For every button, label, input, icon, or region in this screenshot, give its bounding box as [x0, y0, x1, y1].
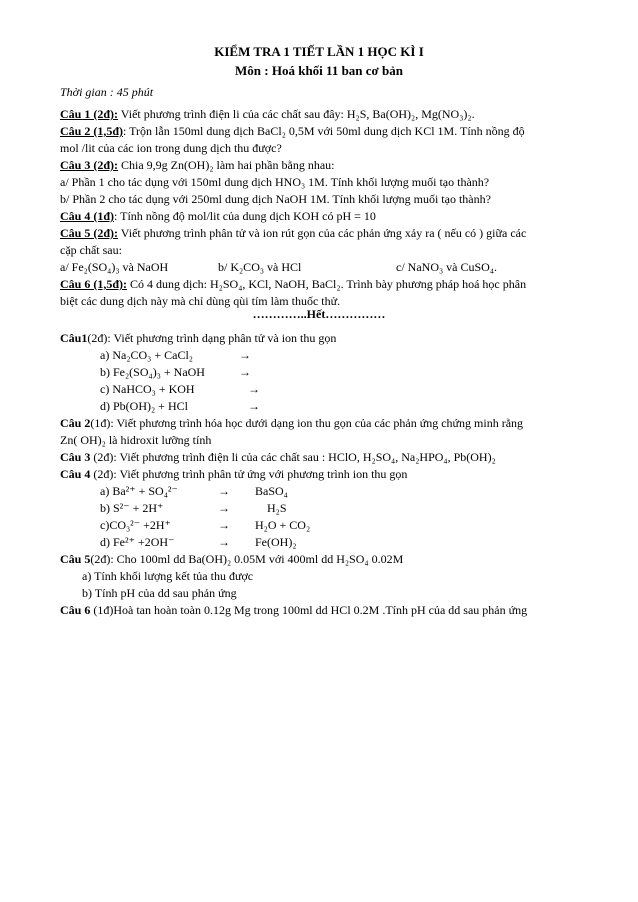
- question-5-pairs: [60, 259, 580, 276]
- part2-question-3-text: (2đ): Viết phương trình điện li của các chất sau : HClO, H₂SO₄, Na₂HPO₄, Pb(OH)₂: [90, 450, 496, 464]
- part2-question-4-text: (2đ): Viết phương trình phân tử ứng với phương trình ion thu gọn: [90, 467, 408, 481]
- part2-question-6-label: Câu 6: [60, 603, 91, 617]
- question-6-text: Có 4 dung dịch: H₂SO₄, KCl, NaOH, BaCl₂. Trình bày phương pháp hoá học phân: [127, 277, 527, 291]
- part2-question-5-text: (2đ): Cho 100ml dd Ba(OH)₂ 0.05M với 400ml dd H₂SO₄ 0.02M: [90, 552, 404, 566]
- question-1-label: Câu 1 (2đ):: [60, 107, 119, 121]
- part2-question-2-label: Câu 2: [60, 416, 91, 430]
- part2-question-5-label: Câu 5: [60, 552, 91, 566]
- part2-q4-d: [60, 534, 580, 551]
- reaction-arrow: →: [239, 365, 251, 379]
- part-two-section: [60, 330, 580, 619]
- part2-q1-a-text: a) Na₂CO₃ + CaCl₂: [100, 348, 193, 362]
- part2-q1-b-text: b) Fe₂(SO₄)₃ + NaOH: [100, 365, 205, 379]
- question-5-label: Câu 5 (2đ):: [60, 226, 119, 240]
- part2-q1-a: [60, 347, 580, 364]
- part2-question-6: [60, 602, 580, 619]
- end-marker: …………..Hết……………: [252, 307, 386, 321]
- reaction-arrow: →: [239, 348, 251, 362]
- question-1: [60, 106, 580, 123]
- question-4: [60, 208, 580, 225]
- part2-question-2-cont: Zn( OH)₂ là hidroxit lưỡng tính: [60, 433, 212, 447]
- question-3b: b/ Phần 2 cho tác dụng với 250ml dung dịch NaOH 1M. Tính khối lượng muối tạo thành?: [60, 192, 491, 206]
- question-2-cont: mol /lit của các ion trong dung dịch thu được?: [60, 141, 282, 155]
- part2-q4-c: [60, 517, 580, 534]
- question-6-label: Câu 6 (1,5đ):: [60, 277, 128, 291]
- part2-question-6-text: (1đ)Hoà tan hoàn toàn 0.12g Mg trong 100ml dd HCl 0.2M .Tính pH của dd sau phản ứng: [90, 603, 528, 617]
- part2-question-2: [60, 415, 580, 432]
- part2-q1-b: [60, 364, 580, 381]
- part2-q4-d-left: d) Fe²⁺ +2OH⁻: [100, 535, 175, 549]
- part2-question-3: [60, 449, 580, 466]
- part2-q4-c-right: H₂O + CO₂: [255, 518, 311, 532]
- question-3a: a/ Phần 1 cho tác dụng với 150ml dung dịch HNO₃ 1M. Tính khối lượng muối tạo thành?: [60, 175, 490, 189]
- part2-q1-c-text: c) NaHCO₃ + KOH: [100, 382, 195, 396]
- part2-q5-a: a) Tính khối lượng kết tủa thu được: [82, 569, 254, 583]
- part2-question-1: [60, 330, 580, 347]
- question-5a: a/ Fe₂(SO₄)₃ và NaOH: [60, 260, 169, 274]
- question-3: [60, 157, 580, 174]
- question-5-cont: cặp chất sau:: [60, 243, 122, 257]
- question-5c: c/ NaNO₃ và CuSO₄.: [396, 260, 498, 274]
- question-2: [60, 123, 580, 140]
- part2-q4-b-right: H₂S: [267, 501, 287, 515]
- part2-q4-b: [60, 500, 580, 517]
- part2-q1-d: [60, 398, 580, 415]
- part2-q4-c-left: c)CO₃²⁻ +2H⁺: [100, 518, 171, 532]
- part2-question-4: [60, 466, 580, 483]
- question-5b: b/ K₂CO₃ và HCl: [218, 260, 302, 274]
- exam-time: Thời gian : 45 phút: [60, 85, 154, 99]
- part2-question-1-label: Câu1: [60, 331, 88, 345]
- question-1-text: Viết phương trình điện li của các chất sau đây: H₂S, Ba(OH)₂, Mg(NO₃)₂.: [118, 107, 475, 121]
- part2-q4-a-left: a) Ba²⁺ + SO₄²⁻: [100, 484, 178, 498]
- part2-question-5: [60, 551, 580, 568]
- part2-question-2-text: (1đ): Viết phương trình hóa học dưới dạng ion thu gọn của các phản ứng chứng minh rằng: [90, 416, 524, 430]
- page-subtitle: Môn : Hoá khối 11 ban cơ bản: [235, 63, 403, 78]
- question-3-label: Câu 3 (2đ):: [60, 158, 119, 172]
- question-3-text: Chia 9,9g Zn(OH)₂ làm hai phần bằng nhau:: [118, 158, 335, 172]
- part2-question-1-text: (2đ): Viết phương trình dạng phân tử và ion thu gọn: [87, 331, 337, 345]
- part2-question-4-label: Câu 4: [60, 467, 91, 481]
- question-2-text: : Trộn lẫn 150ml dung dịch BaCl₂ 0,5M với 50ml dung dịch KCl 1M. Tính nồng độ: [123, 124, 525, 138]
- question-5: [60, 225, 580, 242]
- part2-q4-b-left: b) S²⁻ + 2H⁺: [100, 501, 164, 515]
- reaction-arrow: →: [218, 535, 230, 549]
- page-title: KIỂM TRA 1 TIẾT LẦN 1 HỌC KÌ I: [214, 44, 424, 59]
- question-6: [60, 276, 580, 293]
- question-5-text: Viết phương trình phân tử và ion rút gọn của các phản ứng xảy ra ( nếu có ) giữa các: [118, 226, 527, 240]
- part2-q1-c: [60, 381, 580, 398]
- part2-question-3-label: Câu 3: [60, 450, 91, 464]
- reaction-arrow: →: [218, 501, 230, 515]
- question-6-cont: biệt các dung dịch này mà chỉ dùng qùi tím làm thuốc thử.: [60, 294, 341, 308]
- part2-q4-a-right: BaSO₄: [255, 484, 288, 498]
- part2-q1-d-text: d) Pb(OH)₂ + HCl: [100, 399, 188, 413]
- part2-q5-b: b) Tính pH của dd sau phản ứng: [82, 586, 237, 600]
- reaction-arrow: →: [248, 399, 260, 413]
- part2-q4-a: [60, 483, 580, 500]
- reaction-arrow: →: [218, 484, 230, 498]
- exam-section: [60, 106, 580, 310]
- part2-q4-d-right: Fe(OH)₂: [255, 535, 297, 549]
- question-2-label: Câu 2 (1,5đ): [60, 124, 124, 138]
- question-4-text: : Tính nồng độ mol/lit của dung dịch KOH có pH = 10: [114, 209, 376, 223]
- reaction-arrow: →: [248, 382, 260, 396]
- reaction-arrow: →: [218, 518, 230, 532]
- question-4-label: Câu 4 (1đ): [60, 209, 115, 223]
